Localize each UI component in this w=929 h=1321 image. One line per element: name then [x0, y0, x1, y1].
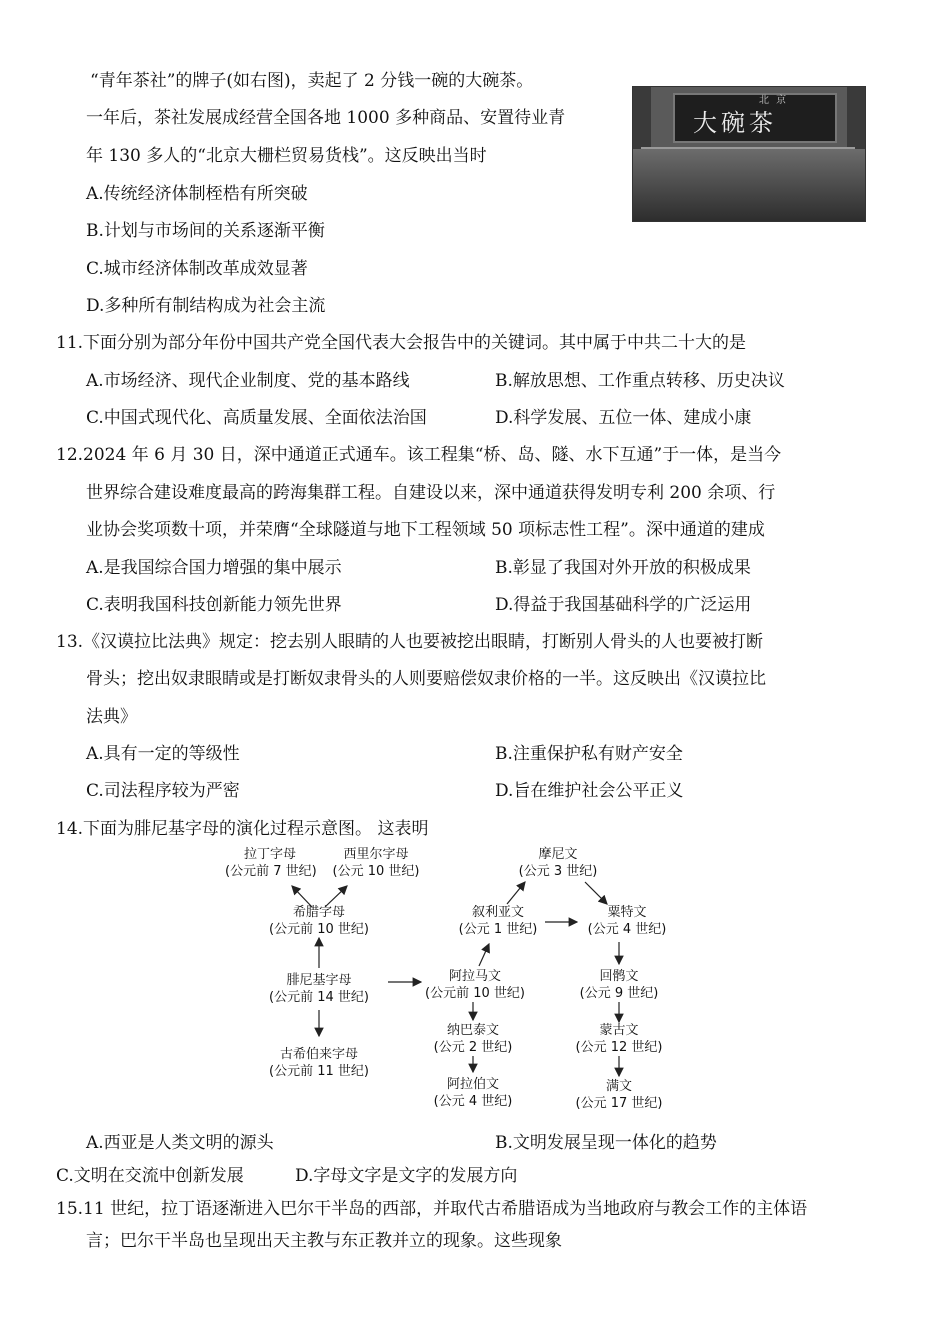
- arrow-mani-sogdian: [585, 882, 607, 904]
- node-sogdian: [577, 904, 677, 938]
- q12-line-1: 12.2024 年 6 月 30 日，深中通道正式通车。该工程集“桥、岛、隧、水下互通”于一体，是当今: [56, 445, 782, 465]
- node-cyrillic-date: (公元 10 世纪): [332, 864, 420, 879]
- node-greek: [259, 904, 379, 938]
- node-hebrew: [259, 1046, 379, 1080]
- node-aramaic-date: (公元前 10 世纪): [425, 986, 525, 1001]
- node-arabic-date: (公元 4 世纪): [433, 1094, 513, 1109]
- q10-option-a[interactable]: A.传统经济体制桎梏有所突破: [86, 184, 308, 204]
- node-nabataean: [420, 1022, 526, 1056]
- node-manchu: [561, 1078, 677, 1112]
- q11-option-b[interactable]: B.解放思想、工作重点转移、历史决议: [495, 371, 785, 391]
- arrow-aramaic-syriac: [479, 944, 489, 966]
- node-phoenician-date: (公元前 14 世纪): [269, 990, 369, 1005]
- q13-option-c[interactable]: C.司法程序较为严密: [86, 781, 240, 801]
- q14-option-d[interactable]: D.字母文字是文字的发展方向: [295, 1166, 518, 1186]
- node-cyrillic: [323, 846, 429, 880]
- tea-house-sign-text: 大碗茶: [693, 109, 777, 137]
- q10-line-3: 年 130 多人的“北京大栅栏贸易货栈”。这反映出当时: [86, 146, 487, 166]
- q10-option-c[interactable]: C.城市经济体制改革成效显著: [86, 259, 308, 279]
- node-syriac: [445, 904, 551, 938]
- node-hebrew-name: 古希伯来字母: [279, 1047, 358, 1062]
- q10-option-d[interactable]: D.多种所有制结构成为社会主流: [86, 296, 326, 316]
- q12-option-a[interactable]: A.是我国综合国力增强的集中展示: [86, 558, 342, 578]
- q11-stem: 11.下面分别为部分年份中国共产党全国代表大会报告中的关键词。其中属于中共二十大的是: [56, 333, 747, 353]
- node-manchu-name: 满文: [605, 1079, 632, 1094]
- node-mani: [505, 846, 611, 880]
- q13-option-a[interactable]: A.具有一定的等级性: [86, 744, 240, 764]
- node-manchu-date: (公元 17 世纪): [575, 1096, 663, 1111]
- q12-line-2: 世界综合建设难度最高的跨海集群工程。自建设以来，深中通道获得发明专利 200 余项、行: [86, 483, 776, 503]
- tea-house-photo: [632, 86, 866, 222]
- node-syriac-date: (公元 1 世纪): [458, 922, 538, 937]
- node-phoenician: [259, 972, 379, 1006]
- q10-line-2: 一年后，茶社发展成经营全国各地 1000 多种商品、安置待业青: [86, 108, 566, 128]
- node-greek-date: (公元前 10 世纪): [269, 922, 369, 937]
- arrow-syriac-mani: [507, 882, 525, 904]
- q11-option-a[interactable]: A.市场经济、现代企业制度、党的基本路线: [86, 371, 410, 391]
- node-sogdian-date: (公元 4 世纪): [587, 922, 667, 937]
- q12-option-b[interactable]: B.彰显了我国对外开放的积极成果: [495, 558, 751, 578]
- q13-option-d[interactable]: D.旨在维护社会公平正义: [495, 781, 684, 801]
- node-uyghur-date: (公元 9 世纪): [579, 986, 659, 1001]
- node-aramaic-name: 阿拉马文: [448, 969, 501, 984]
- q10-line-1: “青年茶社”的牌子(如右图)，卖起了 2 分钱一碗的大碗茶。: [90, 71, 534, 91]
- node-latin: [225, 846, 315, 880]
- q13-line-1: 13.《汉谟拉比法典》规定：挖去别人眼睛的人也要被挖出眼睛，打断别人骨头的人也要被打断: [56, 632, 764, 652]
- node-cyrillic-name: 西里尔字母: [343, 847, 409, 862]
- q14-stem: 14.下面为腓尼基字母的演化过程示意图。 这表明: [56, 819, 429, 839]
- q13-option-b[interactable]: B.注重保护私有财产安全: [495, 744, 683, 764]
- node-sogdian-name: 粟特文: [607, 905, 647, 920]
- q14-option-c[interactable]: C.文明在交流中创新发展: [56, 1166, 244, 1186]
- q12-option-c[interactable]: C.表明我国科技创新能力领先世界: [86, 595, 342, 615]
- node-greek-name: 希腊字母: [292, 905, 345, 920]
- q15-line-1: 15.11 世纪，拉丁语逐渐进入巴尔干半岛的西部，并取代古希腊语成为当地政府与教会工作的主体语: [56, 1199, 808, 1219]
- q14-option-a[interactable]: A.西亚是人类文明的源头: [86, 1133, 274, 1153]
- q11-option-c[interactable]: C.中国式现代化、高质量发展、全面依法治国: [86, 408, 427, 428]
- q10-option-b[interactable]: B.计划与市场间的关系逐渐平衡: [86, 221, 325, 241]
- node-nabataean-date: (公元 2 世纪): [433, 1040, 513, 1055]
- tea-house-sign: [673, 93, 837, 143]
- node-syriac-name: 叙利亚文: [471, 905, 524, 920]
- node-phoenician-name: 腓尼基字母: [286, 973, 352, 988]
- photo-crowd: [633, 149, 865, 221]
- node-arabic-name: 阿拉伯文: [446, 1077, 499, 1092]
- node-uyghur-name: 回鹘文: [599, 969, 639, 984]
- node-mongol-date: (公元 12 世纪): [575, 1040, 663, 1055]
- node-aramaic: [415, 968, 535, 1002]
- node-latin-date: (公元前 7 世纪): [225, 864, 317, 879]
- alphabet-evolution-diagram: [215, 842, 715, 1112]
- q13-line-3: 法典》: [86, 707, 137, 727]
- node-mani-name: 摩尼文: [538, 847, 578, 862]
- node-hebrew-date: (公元前 11 世纪): [269, 1064, 369, 1079]
- node-arabic: [420, 1076, 526, 1110]
- q12-line-3: 业协会奖项数十项，并荣膺“全球隧道与地下工程领域 50 项标志性工程”。深中通道的建成: [86, 520, 765, 540]
- node-mongol: [561, 1022, 677, 1056]
- tea-house-sign-small: 北 京: [759, 95, 789, 106]
- node-latin-name: 拉丁字母: [243, 847, 296, 862]
- node-mongol-name: 蒙古文: [599, 1023, 639, 1038]
- node-mani-date: (公元 3 世纪): [518, 864, 598, 879]
- node-uyghur: [565, 968, 673, 1002]
- q13-line-2: 骨头；挖出奴隶眼睛或是打断奴隶骨头的人则要赔偿奴隶价格的一半。这反映出《汉谟拉比: [86, 669, 766, 689]
- q15-line-2: 言；巴尔干半岛也呈现出天主教与东正教并立的现象。这些现象: [86, 1231, 562, 1251]
- q14-option-b[interactable]: B.文明发展呈现一体化的趋势: [495, 1133, 717, 1153]
- q11-option-d[interactable]: D.科学发展、五位一体、建成小康: [495, 408, 752, 428]
- q12-option-d[interactable]: D.得益于我国基础科学的广泛运用: [495, 595, 752, 615]
- node-nabataean-name: 纳巴泰文: [446, 1023, 499, 1038]
